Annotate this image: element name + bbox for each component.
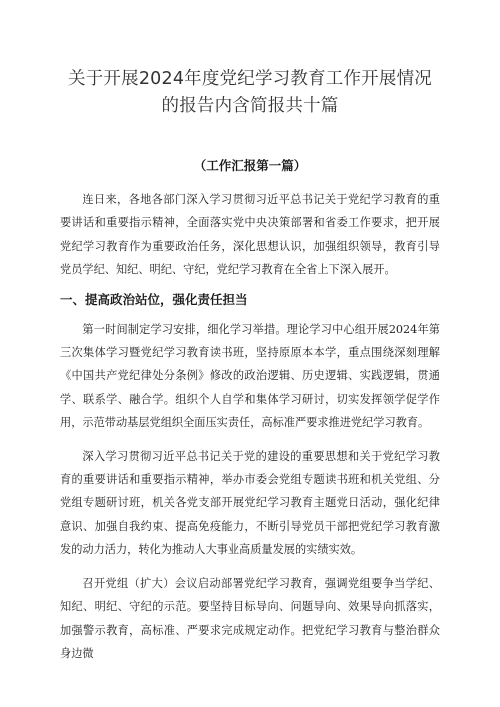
section-1-paragraph-2: 深入学习贯彻习近平总书记关于党的建设的重要思想和关于党纪学习教育的重要讲话和重要指示精神，举办市委会党组专题读书班和机关党组、分党组专题研讨班，机关各党支部开展党纪学习教育主题党日活动，强化纪律意识、加强自我约束、提高免疫能力，不断引导党员干部把党纪学习教育激发的动力活力，转化为推动人大事业高质量发展的实绩实效。 bbox=[60, 449, 440, 557]
document-subheading: （工作汇报第一篇） bbox=[193, 158, 307, 173]
section-1-heading: 一、提高政治站位，强化责任担当 bbox=[60, 291, 248, 307]
paragraph-gap bbox=[60, 562, 440, 572]
paragraph-gap bbox=[60, 435, 440, 445]
document-title: 关于开展2024年度党纪学习教育工作开展情况的报告内含简报共十篇 bbox=[68, 69, 432, 116]
section-1-paragraph-3: 召开党组（扩大）会议启动部署党纪学习教育，强调党组要争当学纪、知纪、明纪、守纪的示范。要坚持目标导向、问题导向、效果导向抓落实，加强警示教育，高标准、严要求完成规定动作。把党纪学习教育与整治群众身边微 bbox=[60, 576, 440, 660]
intro-paragraph: 连日来，各地各部门深入学习贯彻习近平总书记关于党纪学习教育的重要讲话和重要指示精神，全面落实党中央决策部署和省委工作要求，把开展党纪学习教育作为重要政治任务，深化思想认识，加强组织领导，教育引导党员学纪、知纪、明纪、守纪，党纪学习教育在全省上下深入展开。 bbox=[60, 193, 440, 277]
section-1-paragraph-1: 第一时间制定学习安排，细化学习举措。理论学习中心组开展2024年第三次集体学习暨党纪学习教育读书班，坚持原原本本学，重点围绕深刻理解《中国共产党纪律处分条例》修改的政治逻辑、历史逻辑、实践逻辑，贯通学、联系学、融合学。组织个人自学和集体学习研讨，切实发挥领学促学作用，示范带动基层党组织全面压实责任，高标准严要求推进党纪学习教育。 bbox=[60, 322, 440, 430]
